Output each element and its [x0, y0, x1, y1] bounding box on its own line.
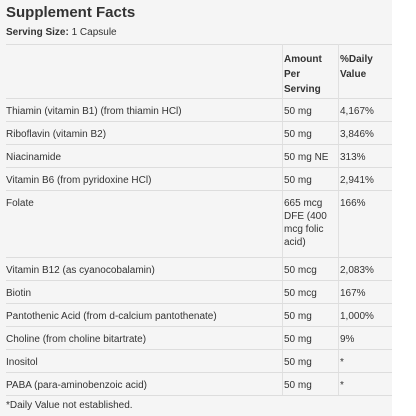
- table-row: [6, 99, 392, 122]
- nutrient-amount: 50 mg: [284, 334, 312, 345]
- nutrient-amount: 50 mg: [284, 129, 312, 140]
- nutrient-dv: 2,083%: [340, 265, 374, 276]
- nutrient-name: Biotin: [6, 288, 32, 299]
- table-row: [6, 191, 392, 258]
- header-daily-value: %Daily Value: [340, 54, 373, 80]
- table-row: [6, 258, 392, 281]
- serving-size-value: 1 Capsule: [71, 27, 117, 38]
- nutrient-amount: 50 mg: [284, 380, 312, 391]
- nutrient-name: Vitamin B12 (as cyanocobalamin): [6, 265, 155, 276]
- nutrient-dv: *: [340, 380, 344, 391]
- nutrient-amount: 50 mg: [284, 357, 312, 368]
- table-row: [6, 350, 392, 373]
- nutrient-dv: 166%: [340, 198, 366, 209]
- nutrient-dv: *: [340, 357, 344, 368]
- nutrient-name: Folate: [6, 198, 34, 209]
- footnote: *Daily Value not established.: [6, 400, 133, 411]
- nutrient-name: PABA (para-aminobenzoic acid): [6, 380, 147, 391]
- nutrient-dv: 313%: [340, 152, 366, 163]
- table-row: [6, 122, 392, 145]
- nutrient-name: Riboflavin (vitamin B2): [6, 129, 107, 140]
- nutrient-amount: 50 mcg: [284, 265, 317, 276]
- nutrient-amount: 665 mcg DFE (400 mcg folic acid): [284, 198, 327, 248]
- nutrient-dv: 167%: [340, 288, 366, 299]
- table-row: [6, 327, 392, 350]
- table-row: [6, 145, 392, 168]
- table-row: [6, 373, 392, 396]
- nutrient-amount: 50 mg: [284, 311, 312, 322]
- serving-size: [6, 26, 392, 45]
- nutrient-dv: 9%: [340, 334, 355, 345]
- serving-size-label: Serving Size:: [6, 27, 69, 38]
- header-amount: Amount Per Serving: [284, 54, 322, 95]
- nutrient-dv: 3,846%: [340, 129, 374, 140]
- nutrient-amount: 50 mg: [284, 106, 312, 117]
- nutrient-dv: 2,941%: [340, 175, 374, 186]
- nutrient-name: Choline (from choline bitartrate): [6, 334, 147, 345]
- table-row: [6, 168, 392, 191]
- nutrient-amount: 50 mg: [284, 175, 312, 186]
- panel-title: Supplement Facts: [6, 4, 136, 21]
- nutrient-amount: 50 mcg: [284, 288, 317, 299]
- nutrient-name: Vitamin B6 (from pyridoxine HCl): [6, 175, 152, 186]
- table-header: [6, 44, 392, 99]
- nutrient-name: Pantothenic Acid (from d-calcium pantothenate): [6, 311, 217, 322]
- nutrient-amount: 50 mg NE: [284, 152, 329, 163]
- table-row: [6, 281, 392, 304]
- table-row: [6, 304, 392, 327]
- nutrient-name: Inositol: [6, 357, 38, 368]
- nutrient-dv: 4,167%: [340, 106, 374, 117]
- nutrient-name: Thiamin (vitamin B1) (from thiamin HCl): [6, 106, 182, 117]
- nutrient-name: Niacinamide: [6, 152, 62, 163]
- nutrient-dv: 1,000%: [340, 311, 374, 322]
